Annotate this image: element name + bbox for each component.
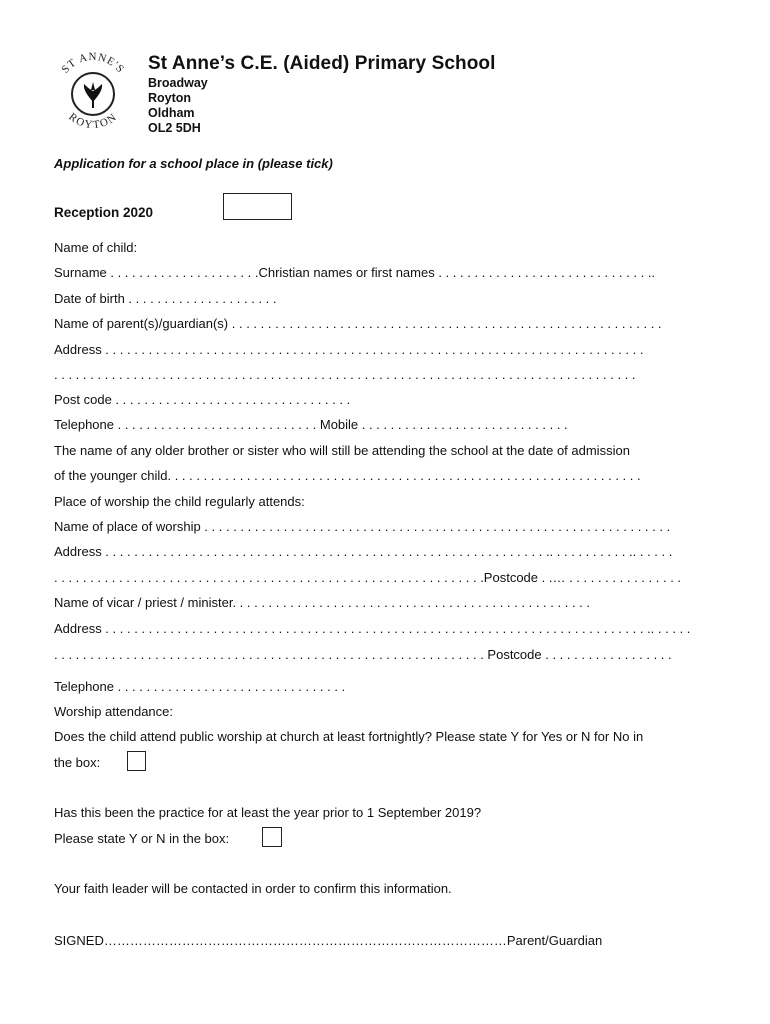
sibling-line[interactable]: of the younger child. . . . . . . . . . . . . . . . . . . . . . . . . . . . . . . . . . . . . . . . . . . . . . . . . . . . . . . . . . . . . . . . . . <box>54 468 641 483</box>
practice-box-label: Please state Y or N in the box: <box>54 831 230 846</box>
place-of-worship-line[interactable]: Name of place of worship . . . . . . . . . . . . . . . . . . . . . . . . . . . . . . . . . . . . . . . . . . . . . . . . . . . . . . . . . . . . . . . . . <box>54 519 671 534</box>
practice-answer-box[interactable] <box>262 827 282 847</box>
worship-postcode-line[interactable]: . . . . . . . . . . . . . . . . . . . . . . . . . . . . . . . . . . . . . . . . . . . . . . . . . . . . . . . . . . . .Postcode . .… . . . . . . . . . . . . . . . . <box>54 570 682 585</box>
school-name: St Anne’s C.E. (Aided) Primary School <box>148 53 496 74</box>
surname-line[interactable]: Surname . . . . . . . . . . . . . . . . . . . . .Christian names or first names . . . . . . . . . . . . . . . . . . . . . . . . . . . . . .. <box>54 265 656 280</box>
school-logo <box>50 50 136 136</box>
name-of-child-label: Name of child: <box>54 240 138 255</box>
logo-top-text: ST ANNE'S <box>59 50 127 76</box>
worship-attendance-label: Worship attendance: <box>54 704 173 719</box>
vicar-telephone-line[interactable]: Telephone . . . . . . . . . . . . . . . . . . . . . . . . . . . . . . . . <box>54 679 346 694</box>
sibling-question: The name of any older brother or sister who will still be attending the school at the date of admission <box>54 443 630 458</box>
confirmation-note: Your faith leader will be contacted in order to confirm this information. <box>54 881 452 896</box>
telephone-mobile-line[interactable]: Telephone . . . . . . . . . . . . . . . . . . . . . . . . . . . . Mobile . . . . . . . . . . . . . . . . . . . . . . . . . . . . . <box>54 417 568 432</box>
place-of-worship-label: Place of worship the child regularly attends: <box>54 494 305 509</box>
vicar-name-line[interactable]: Name of vicar / priest / minister. . . . . . . . . . . . . . . . . . . . . . . . . . . . . . . . . . . . . . . . . . . . . . . . . . <box>54 595 591 610</box>
attendance-question: Does the child attend public worship at church at least fortnightly? Please state Y for Yes or N for No in <box>54 729 644 744</box>
vicar-address-line[interactable]: Address . . . . . . . . . . . . . . . . . . . . . . . . . . . . . . . . . . . . . . . . . . . . . . . . . . . . . . . . . . . . . . . . . . . . . . . . . . . .. . . . . . <box>54 621 691 636</box>
parent-guardian-line[interactable]: Name of parent(s)/guardian(s) . . . . . . . . . . . . . . . . . . . . . . . . . . . . . . . . . . . . . . . . . . . . . . . . . . . . . . . . . . . . <box>54 316 662 331</box>
signature-line[interactable]: SIGNED…………………………………………………………………………………Parent/Guardian <box>54 933 603 948</box>
logo-bottom-text: ROYTON <box>66 110 120 132</box>
practice-question: Has this been the practice for at least the year prior to 1 September 2019? <box>54 805 482 820</box>
address-line-4: OL2 5DH <box>148 121 201 135</box>
reception-tick-box[interactable] <box>223 193 292 220</box>
form-heading: Application for a school place in (please tick) <box>54 156 333 171</box>
attendance-box-label: the box: <box>54 755 101 770</box>
svg-text:ST ANNE'S <box>59 51 126 76</box>
date-of-birth-line[interactable]: Date of birth . . . . . . . . . . . . . . . . . . . . . <box>54 291 277 306</box>
address-line-3: Oldham <box>148 106 195 120</box>
reception-label: Reception 2020 <box>54 205 154 220</box>
vicar-postcode-line[interactable]: . . . . . . . . . . . . . . . . . . . . . . . . . . . . . . . . . . . . . . . . . . . . . . . . . . . . . . . . . . . . Postcode . . . . . . . . . . . . . . . . . . <box>54 647 672 662</box>
address-continuation-line[interactable]: . . . . . . . . . . . . . . . . . . . . . . . . . . . . . . . . . . . . . . . . . . . . . . . . . . . . . . . . . . . . . . . . . . . . . . . . . . . . . . . . . <box>54 367 636 382</box>
worship-address-line[interactable]: Address . . . . . . . . . . . . . . . . . . . . . . . . . . . . . . . . . . . . . . . . . . . . . . . . . . . . . . . . . . . . . .. . . . . . . . . . . .. . . . . . <box>54 544 673 559</box>
svg-text:ROYTON <box>66 111 119 131</box>
address-line[interactable]: Address . . . . . . . . . . . . . . . . . . . . . . . . . . . . . . . . . . . . . . . . . . . . . . . . . . . . . . . . . . . . . . . . . . . . . . . . . . . <box>54 342 644 357</box>
dove-icon <box>84 82 102 108</box>
address-line-2: Royton <box>148 91 192 105</box>
address-line-1: Broadway <box>148 76 208 90</box>
attendance-answer-box[interactable] <box>127 751 146 771</box>
post-code-line[interactable]: Post code . . . . . . . . . . . . . . . . . . . . . . . . . . . . . . . . . <box>54 392 351 407</box>
